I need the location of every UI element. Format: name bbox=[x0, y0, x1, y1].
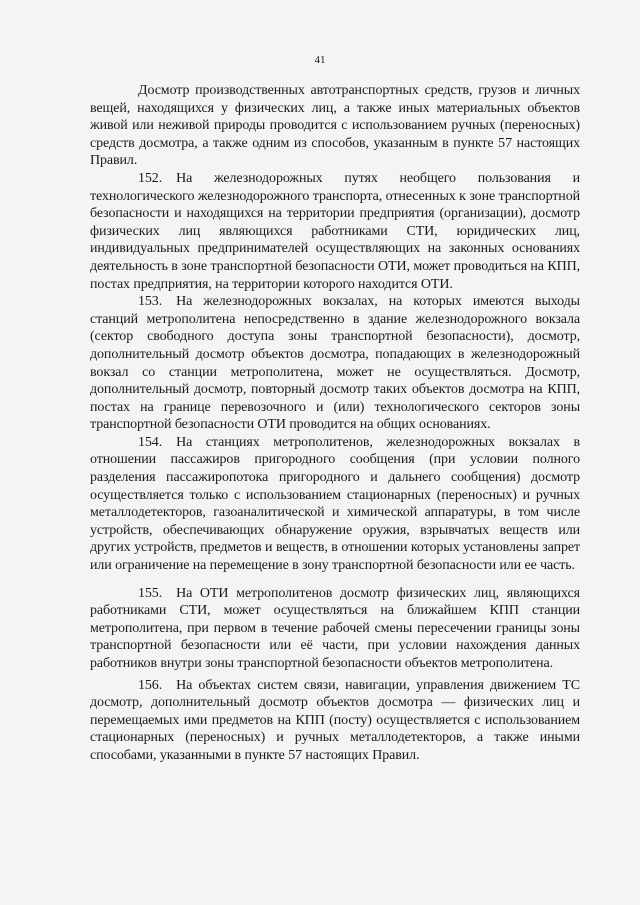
paragraph-text: На станциях метрополитенов, железнодорожных вокзалах в отношении пассажиров пригородного сообщения (при условии полного разделения пассажиропотока пригородного и дальнего сообщения) досмотр осуществляется только с использованием стационарных (переносных) и ручных металлодетекторов, газоаналитической и химической аппаратуры, в том числе устройств, обеспечивающих обнаружение оружия, взрывчатых веществ или других устройств, предметов и веществ, в отношении которых установлены запрет или ограничение на перемещение в зону транспортной безопасности или ее часть. bbox=[90, 434, 580, 574]
paragraph-intro bbox=[90, 82, 580, 170]
paragraph-number: 155. bbox=[138, 585, 163, 601]
page-number: 41 bbox=[314, 54, 326, 66]
paragraph-156 bbox=[90, 677, 580, 765]
paragraph-154 bbox=[90, 434, 580, 575]
paragraph-text: На ОТИ метрополитенов досмотр физических лиц, являющихся работниками СТИ, может осуществляться на ближайшем КПП станции метрополитена, при первом в течение рабочей смены пересечении границы зоны транспортной безопасности или её части, при условии нахождения данных работников внутри зоны транспортной безопасности объектов метрополитена. bbox=[90, 585, 580, 671]
paragraph-text: На железнодорожных вокзалах, на которых имеются выходы станций метрополитена непосредственно в здание железнодорожного вокзала (сектор свободного доступа зоны транспортной безопасности), досмотр, дополнительный досмотр объектов досмотра, попадающих в железнодорожный вокзал со станции метрополитена, может не осуществляться. Досмотр, дополнительный досмотр, повторный досмотр таких объектов досмотра на КПП, постах на границе перевозочного и (или) технологического секторов зоны транспортной безопасности ОТИ проводится на общих основаниях. bbox=[90, 294, 580, 433]
paragraph-number: 152. bbox=[138, 170, 163, 186]
paragraph-text: На железнодорожных путях необщего пользования и технологического железнодорожного транспорта, отнесенных к зоне транспортной безопасности и находящихся на территории предприятия (организации), досмотр физических лиц являющихся работниками СТИ, юридических лиц, индивидуальных предпринимателей осуществляющих на законных основаниях деятельность в зоне транспортной безопасности ОТИ, может проводиться на КПП, постах предприятия, на территории которого находится ОТИ. bbox=[90, 170, 580, 292]
paragraph-153 bbox=[90, 293, 580, 434]
paragraph-number: 154. bbox=[138, 434, 163, 450]
paragraph-number: 156. bbox=[138, 677, 163, 693]
paragraph-text: На объектах систем связи, навигации, управления движением ТС досмотр, дополнительный досмотр объектов досмотра — физических лиц и перемещаемых ими предметов на КПП (посту) осуществляется с использованием стационарных (переносных) и ручных металлодетекторов, а также иными способами, указанными в пункте 57 настоящих Правил. bbox=[90, 677, 580, 763]
paragraph-152 bbox=[90, 170, 580, 293]
paragraph-155 bbox=[90, 585, 580, 673]
document-body bbox=[90, 82, 580, 765]
paragraph-number: 153. bbox=[138, 294, 163, 310]
paragraph-text: Досмотр производственных автотранспортных средств, грузов и личных вещей, находящихся у физических лиц, а также иных материальных объектов живой или неживой природы проводится с использованием ручных (переносных) средств досмотра, а также одним из способов, указанным в пункте 57 настоящих Правил. bbox=[90, 83, 580, 169]
